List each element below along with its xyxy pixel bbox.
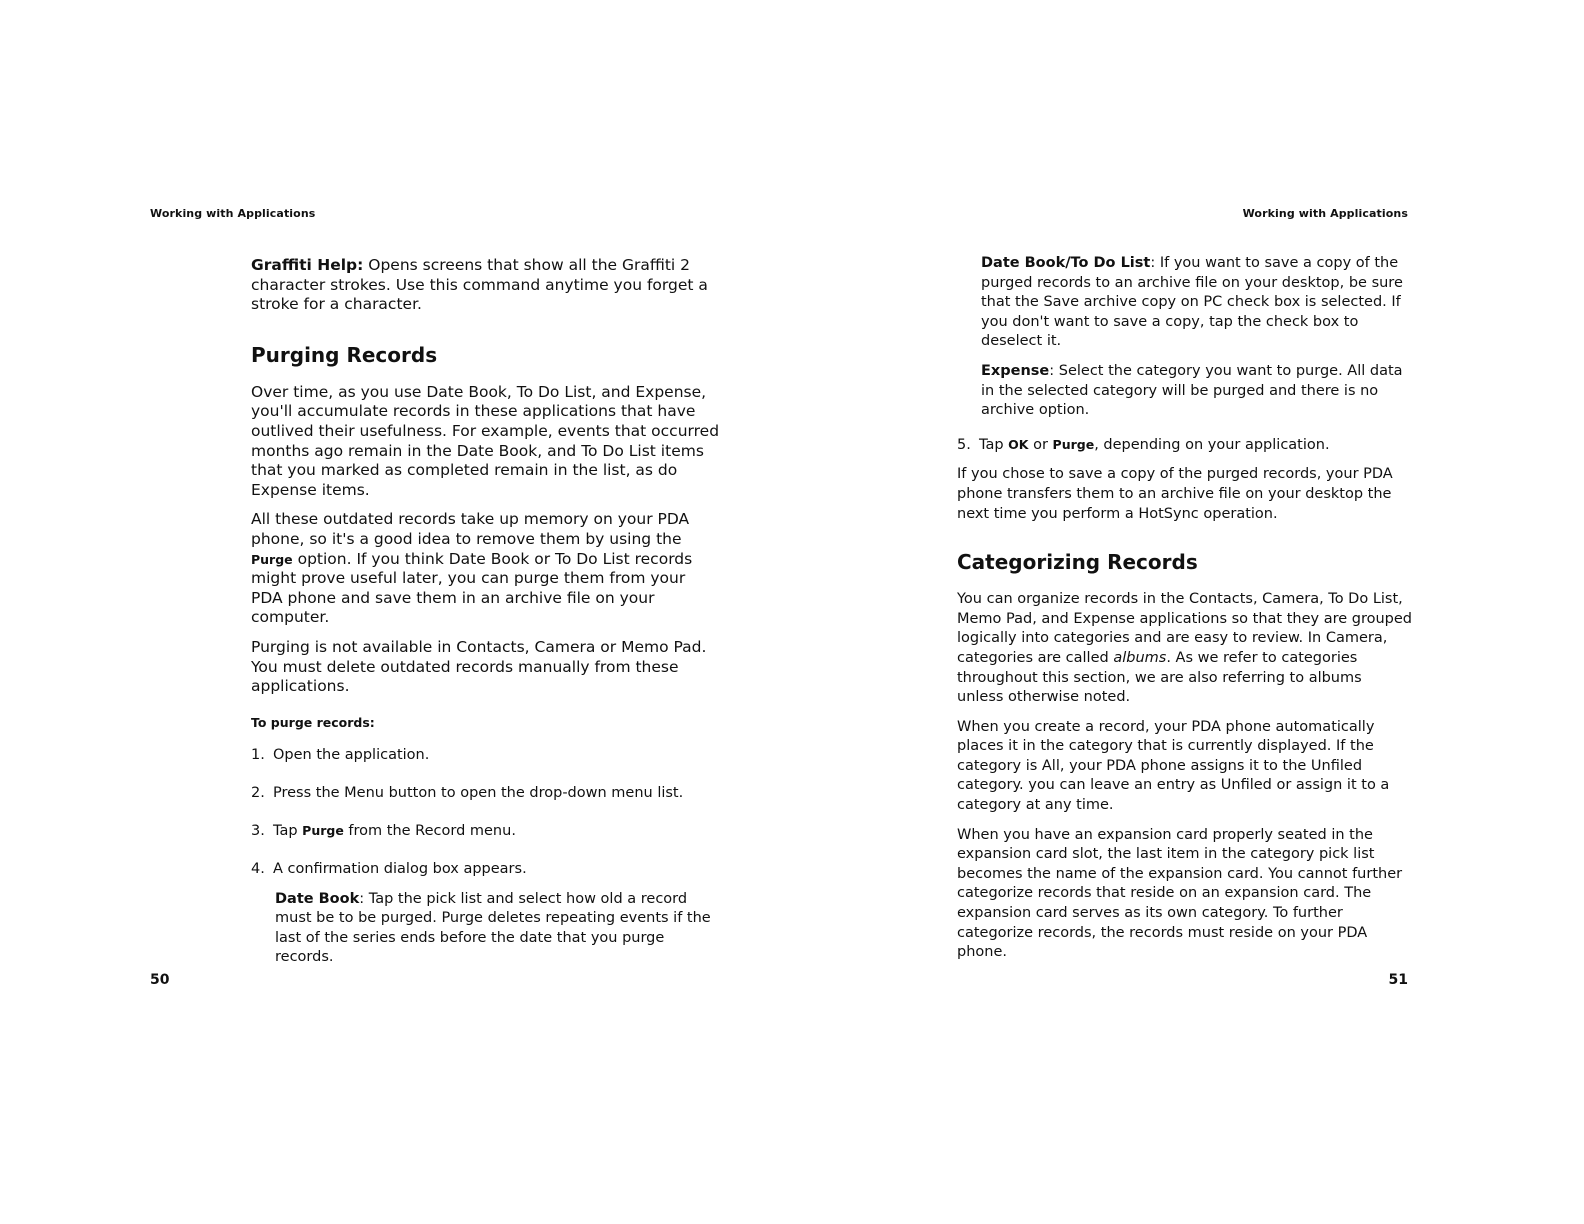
right-running-header: Working with Applications	[1242, 207, 1408, 220]
step-5-b: , depending on your application.	[1094, 436, 1330, 453]
step-2-number: 2.	[251, 784, 265, 801]
step-1	[251, 746, 721, 766]
expense-text: : Select the category you want to purge. All data in the selected category will be purged and there is no archive option.	[981, 362, 1403, 419]
step-5-or: or	[1028, 436, 1053, 453]
purging-para-1: Over time, as you use Date Book, To Do List, and Expense, you'll accumulate records in these applications that have outlived their usefulness. For example, events that occurred months ago remain in the Date Book, and To Do List items that you marked as completed remain in the list, as do Expense items.	[251, 382, 720, 499]
expense-option	[981, 362, 1412, 421]
procedure-heading: To purge records:	[251, 714, 375, 730]
categorizing-records-heading: Categorizing Records	[957, 550, 1198, 575]
purging-para-2-b: option. If you think Date Book or To Do List records might prove useful later, you can purge them from your PDA phone and save them in an archive file on your computer.	[251, 549, 693, 627]
step-5-purge-command: Purge	[1052, 436, 1095, 452]
left-running-header: Working with Applications	[150, 207, 316, 220]
step-4	[251, 860, 721, 880]
step-3-purge-command: Purge	[302, 823, 344, 839]
step-1-text: Open the application.	[273, 747, 430, 764]
step-2-text: Press the Menu button to open the drop-down menu list.	[273, 784, 684, 801]
date-book-todo-term: Date Book/To Do List	[981, 255, 1151, 271]
date-book-text: : Tap the pick list and select how old a record must be to be purged. Purge deletes repeating events if the last of the series ends before the date that you purge records.	[275, 890, 711, 966]
graffiti-help-entry	[251, 256, 721, 315]
albums-term: albums	[1113, 649, 1167, 666]
right-page-number: 51	[1388, 972, 1408, 988]
left-page-number: 50	[150, 972, 170, 988]
step-2	[251, 784, 721, 804]
ok-command: OK	[1008, 436, 1029, 452]
categorizing-para-1-a: You can organize records in the Contacts, Camera, To Do List, Memo Pad, and Expense applications so that they are grouped logically into categories and are easy to review. In Camera, categories are called	[957, 591, 1412, 666]
purging-records-heading: Purging Records	[251, 342, 438, 367]
categorizing-para-1	[957, 590, 1412, 708]
step-4-number: 4.	[251, 861, 265, 878]
date-book-todo-text: : If you want to save a copy of the purged records to an archive file on your desktop, be sure that the Save archive copy on PC check box is selected. If you don't want to save a copy, tap the check box to deselect it.	[981, 255, 1403, 350]
date-book-term: Date Book	[275, 890, 360, 907]
step-3-number: 3.	[251, 823, 265, 840]
step-1-number: 1.	[251, 747, 265, 764]
right-page-content	[957, 254, 1412, 973]
step-5-a: Tap	[979, 436, 1009, 453]
step-4-text: A confirmation dialog box appears.	[273, 861, 527, 878]
purge-command: Purge	[251, 551, 293, 567]
categorizing-para-2: When you create a record, your PDA phone automatically places it in the category that is currently displayed. If the category is All, your PDA phone assigns it to the Unfiled category. you can leave an entry as Unfiled or assign it to a category at any time.	[957, 718, 1390, 814]
step-3-b: from the Record menu.	[343, 823, 516, 840]
step-3-a: Tap	[273, 823, 303, 840]
date-book-todo-option	[981, 254, 1412, 352]
date-book-option	[275, 890, 721, 968]
categorizing-para-3: When you have an expansion card properly seated in the expansion card slot, the last item in the category pick list becomes the name of the expansion card. You cannot further categorize records that reside on an expansion card. The expansion card serves as its own category. To further categorize records, the records must reside on your PDA phone.	[957, 826, 1403, 961]
categorizing-para-1-b: . As we refer to categories throughout this section, we are also referring to albums unless otherwise noted.	[957, 649, 1362, 706]
purging-para-2-a: All these outdated records take up memory on your PDA phone, so it's a good idea to remove them by using the	[251, 510, 690, 548]
step-5	[957, 435, 1412, 456]
hotsync-para: If you chose to save a copy of the purged records, your PDA phone transfers them to an archive file on your desktop the next time you perform a HotSync operation.	[957, 466, 1393, 522]
step-5-number: 5.	[957, 436, 971, 453]
purging-para-3: Purging is not available in Contacts, Camera or Memo Pad. You must delete outdated records manually from these applications.	[251, 637, 707, 696]
graffiti-help-text: Opens screens that show all the Graffiti 2 character strokes. Use this command anytime you forget a stroke for a character.	[251, 256, 708, 314]
purging-para-2	[251, 510, 721, 628]
expense-term: Expense	[981, 362, 1050, 379]
step-3	[251, 821, 721, 842]
left-page-content	[251, 256, 721, 978]
graffiti-help-term: Graffiti Help:	[251, 256, 364, 274]
